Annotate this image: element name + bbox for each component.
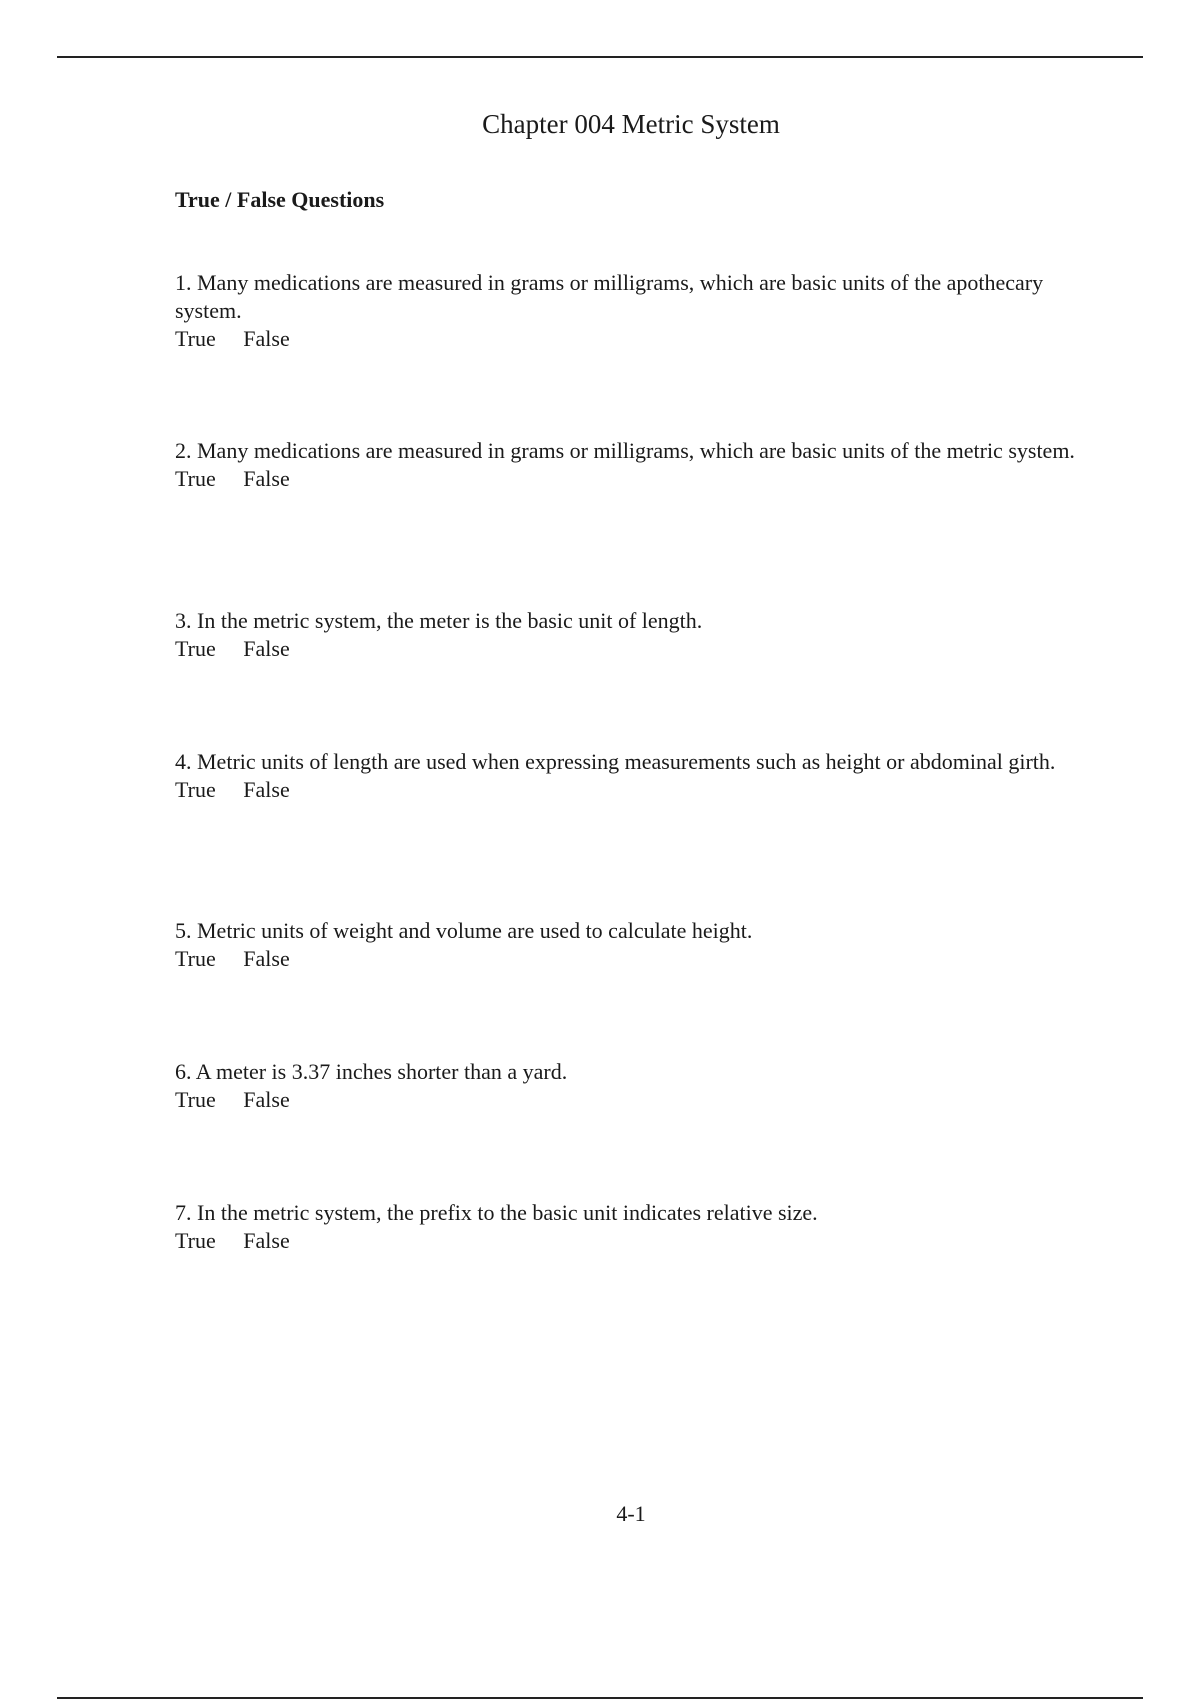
answer-option-false[interactable]: False: [243, 1228, 290, 1253]
answer-option-true[interactable]: True: [175, 777, 216, 802]
question-item: [175, 1199, 1095, 1255]
question-item: [175, 917, 1095, 973]
answer-options: [175, 1086, 1095, 1114]
answer-option-true[interactable]: True: [175, 466, 216, 491]
page-number: 4-1: [616, 1501, 646, 1526]
question-item: [175, 607, 1095, 663]
answer-option-true[interactable]: True: [175, 1087, 216, 1112]
answer-option-true[interactable]: True: [175, 1228, 216, 1253]
footer-rule: [57, 1697, 1143, 1699]
answer-option-true[interactable]: True: [175, 946, 216, 971]
question-item: [175, 437, 1095, 493]
answer-option-false[interactable]: False: [243, 1087, 290, 1112]
answer-option-false[interactable]: False: [243, 466, 290, 491]
answer-options: [175, 1227, 1095, 1255]
question-item: [175, 269, 1095, 353]
question-text: 1. Many medications are measured in grams or milligrams, which are basic units of the apothecary system.: [175, 270, 1044, 323]
answer-option-false[interactable]: False: [243, 326, 290, 351]
question-item: [175, 1058, 1095, 1114]
question-text: 4. Metric units of length are used when expressing measurements such as height or abdominal girth.: [175, 749, 1056, 774]
section-heading: True / False Questions: [175, 187, 385, 212]
answer-option-true[interactable]: True: [175, 636, 216, 661]
answer-option-false[interactable]: False: [243, 946, 290, 971]
answer-options: [175, 635, 1095, 663]
answer-options: [175, 776, 1095, 804]
question-text: 3. In the metric system, the meter is the basic unit of length.: [175, 608, 703, 633]
question-text: 2. Many medications are measured in grams or milligrams, which are basic units of the metric system.: [175, 438, 1075, 463]
question-text: 5. Metric units of weight and volume are used to calculate height.: [175, 918, 753, 943]
question-item: [175, 748, 1095, 804]
answer-options: [175, 945, 1095, 973]
answer-options: [175, 465, 1095, 493]
answer-option-false[interactable]: False: [243, 636, 290, 661]
answer-option-false[interactable]: False: [243, 777, 290, 802]
header-rule: [57, 56, 1143, 58]
answer-options: [175, 325, 1095, 353]
answer-option-true[interactable]: True: [175, 326, 216, 351]
question-text: 6. A meter is 3.37 inches shorter than a yard.: [175, 1059, 568, 1084]
page-title: Chapter 004 Metric System: [482, 109, 780, 139]
question-text: 7. In the metric system, the prefix to the basic unit indicates relative size.: [175, 1200, 818, 1225]
